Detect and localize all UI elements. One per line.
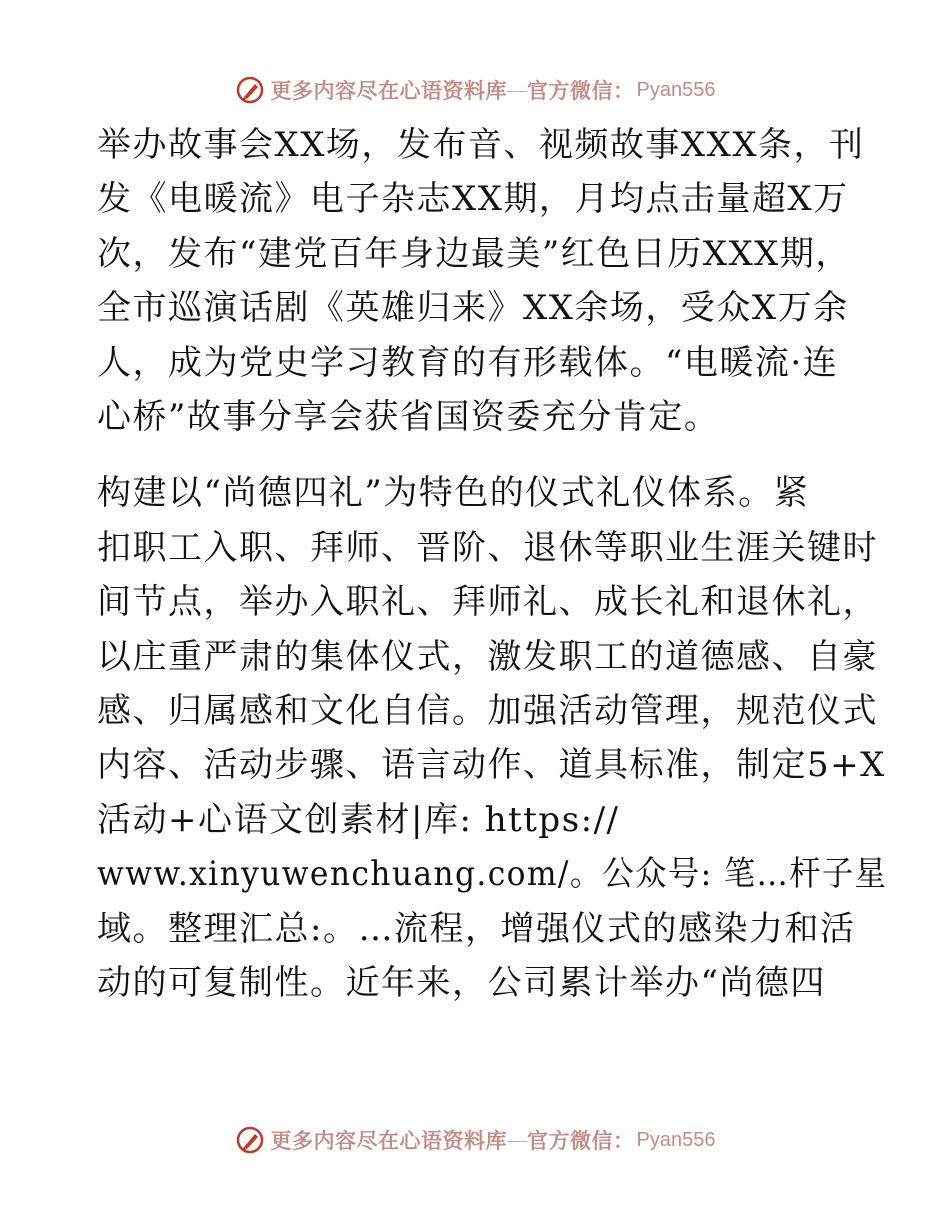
watermark-text: 更多内容尽在心语资料库 xyxy=(270,1129,508,1153)
text-line: 全市巡演话剧《英雄归来》XX余场，受众X万余 xyxy=(97,288,849,329)
watermark-wechat-id: Pyan556 xyxy=(636,78,716,101)
watermark-wechat-id: Pyan556 xyxy=(636,1128,716,1151)
text-line: 人，成为党史学习教育的有形载体。“电暖流·连 xyxy=(97,342,839,383)
text-line: 域。整理汇总:。…流程，增强仪式的感染力和活 xyxy=(97,908,856,949)
text-line: 动的可复制性。近年来，公司累计举办“尚德四 xyxy=(97,963,826,1004)
text-line: 次，发布“建党百年身边最美”红色日历XXX期， xyxy=(97,233,851,274)
text-line: 内容、活动步骤、语言动作、道具标准，制定5+X xyxy=(97,745,886,786)
pen-circle-logo-icon xyxy=(235,1125,265,1155)
paragraph-2 xyxy=(97,466,888,1010)
text-line: 扣职工入职、拜师、晋阶、退休等职业生涯关键时 xyxy=(97,527,878,568)
watermark-separator: — xyxy=(507,1128,528,1151)
watermark-wechat-label: 官方微信： xyxy=(527,79,635,103)
watermark-separator: — xyxy=(507,78,528,101)
text-line: 心桥”故事分享会获省国资委充分肯定。 xyxy=(97,397,720,438)
text-line: 构建以“尚德四礼”为特色的仪式礼仪体系。紧 xyxy=(97,473,810,514)
text-line: 举办故事会XX场，发布音、视频故事XXX条，刊 xyxy=(97,125,865,165)
watermark-wechat-label: 官方微信： xyxy=(527,1129,635,1153)
paragraph-1 xyxy=(97,118,865,444)
text-line: www.xinyuwenchuang.com/。公众号: 笔…杆子星 xyxy=(97,854,888,895)
footer-watermark xyxy=(0,1120,950,1160)
watermark-text: 更多内容尽在心语资料库 xyxy=(270,79,508,103)
text-line: 间节点，举办入职礼、拜师礼、成长礼和退休礼， xyxy=(97,582,878,623)
document-body xyxy=(97,118,888,1011)
header-watermark xyxy=(0,70,950,110)
text-line: 发《电暖流》电子杂志XX期，月均点击量超X万 xyxy=(97,179,849,220)
text-line: 以庄重严肃的集体仪式，激发职工的道德感、自豪 xyxy=(97,636,878,677)
pen-circle-logo-icon xyxy=(235,75,265,105)
text-line: 感、归属感和文化自信。加强活动管理，规范仪式 xyxy=(97,691,878,732)
text-line: 活动+心语文创素材|库: https:// xyxy=(97,799,620,840)
